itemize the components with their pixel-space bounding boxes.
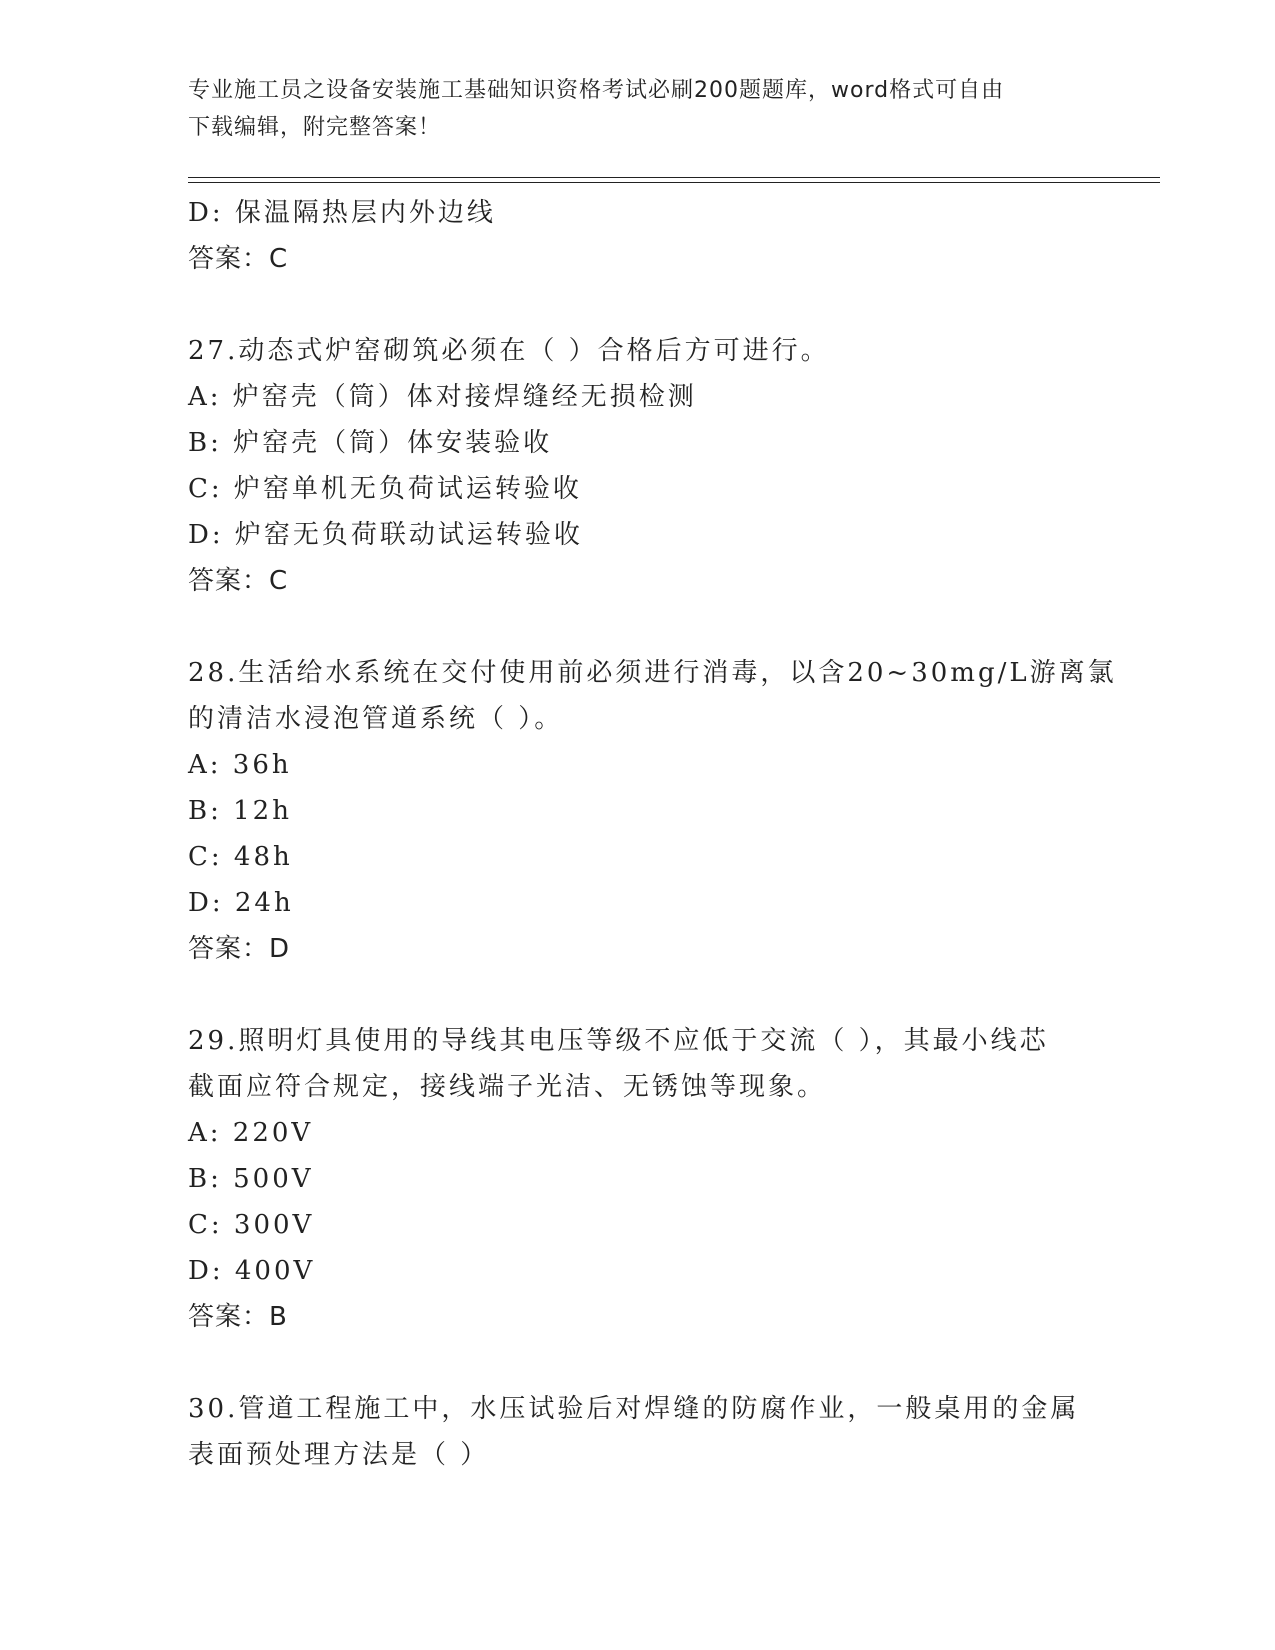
- option-a: A: 36h: [188, 750, 292, 780]
- option-d: D: 炉窑无负荷联动试运转验收: [188, 520, 583, 550]
- answer-line: 答案：D: [188, 934, 291, 964]
- option-c: C: 炉窑单机无负荷试运转验收: [188, 474, 582, 504]
- spacer: [188, 282, 1108, 328]
- header-line-2: 下载编辑，附完整答案！: [188, 115, 442, 140]
- question-26-tail: [188, 190, 1108, 282]
- option-a: A: 220V: [188, 1118, 314, 1148]
- question-29: [188, 1018, 1108, 1340]
- option-d: D: 保温隔热层内外边线: [188, 198, 496, 228]
- option-d: D: 24h: [188, 888, 294, 918]
- question-27: [188, 328, 1108, 604]
- option-b: B: 12h: [188, 796, 292, 826]
- option-a: A: 炉窑壳（筒）体对接焊缝经无损检测: [188, 382, 697, 412]
- question-30: [188, 1386, 1108, 1478]
- answer-line: 答案：C: [188, 244, 289, 274]
- option-c: C: 300V: [188, 1210, 315, 1240]
- question-stem: 28.生活给水系统在交付使用前必须进行消毒，以含20~30mg/L游离氯: [188, 658, 1117, 688]
- spacer: [188, 604, 1108, 650]
- header-divider-top: [188, 177, 1160, 178]
- spacer: [188, 972, 1108, 1018]
- question-stem: 29.照明灯具使用的导线其电压等级不应低于交流（ ），其最小线芯: [188, 1026, 1049, 1056]
- question-28: [188, 650, 1117, 972]
- header-line-1: 专业施工员之设备安装施工基础知识资格考试必刷200题题库，word格式可自由: [188, 78, 1005, 103]
- question-stem-continued: 表面预处理方法是（ ）: [188, 1440, 490, 1470]
- answer-line: 答案：C: [188, 566, 289, 596]
- question-stem: 27.动态式炉窑砌筑必须在（ ）合格后方可进行。: [188, 336, 830, 366]
- question-stem: 30.管道工程施工中，水压试验后对焊缝的防腐作业，一般桌用的金属: [188, 1394, 1080, 1424]
- header-divider-bottom: [188, 182, 1160, 183]
- question-stem-continued: 的清洁水浸泡管道系统（ ）。: [188, 704, 564, 734]
- question-list: [188, 190, 1117, 1478]
- document-header: [188, 72, 1078, 146]
- option-b: B: 500V: [188, 1164, 314, 1194]
- option-d: D: 400V: [188, 1256, 316, 1286]
- question-stem-continued: 截面应符合规定，接线端子光洁、无锈蚀等现象。: [188, 1072, 827, 1102]
- spacer: [188, 1340, 1108, 1386]
- answer-line: 答案：B: [188, 1302, 288, 1332]
- option-b: B: 炉窑壳（筒）体安装验收: [188, 428, 553, 458]
- option-c: C: 48h: [188, 842, 293, 872]
